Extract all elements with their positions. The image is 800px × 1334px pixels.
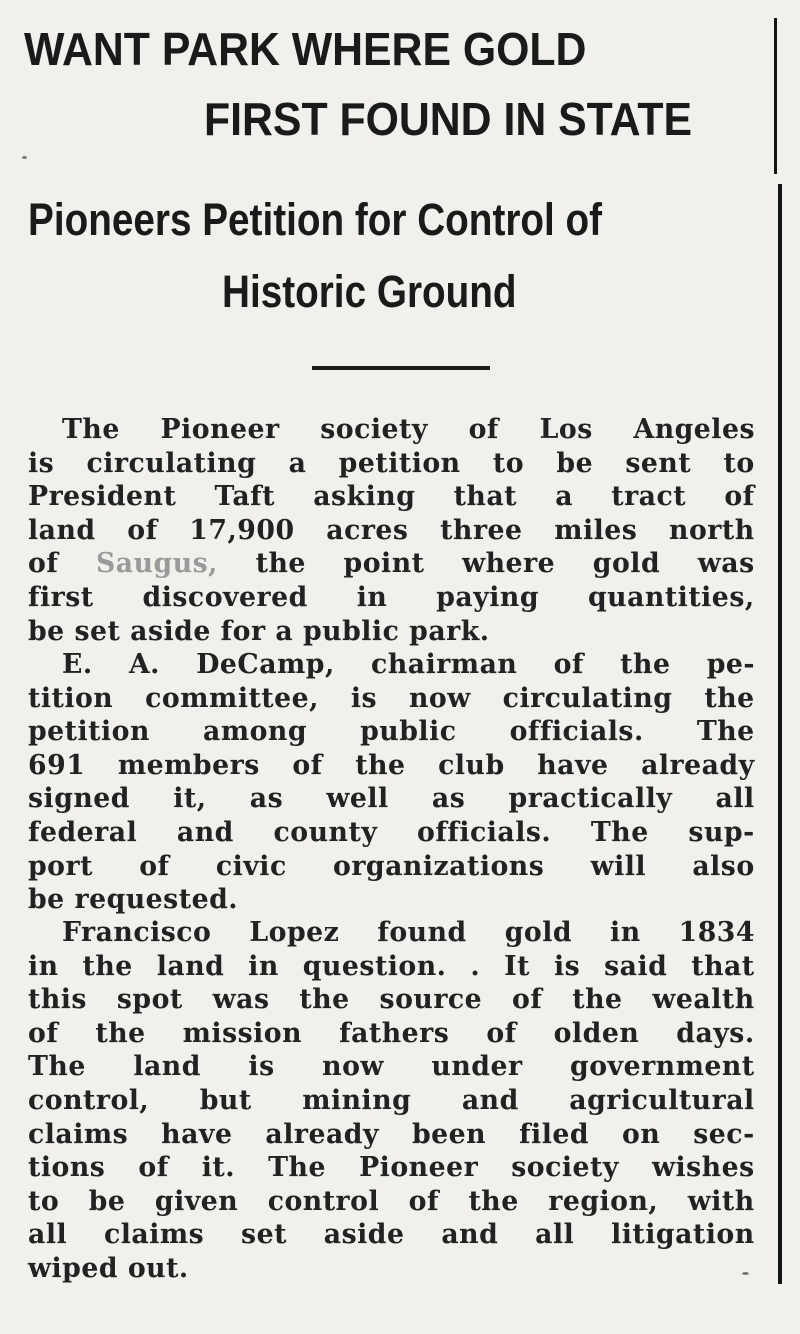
- article-line: The land is now under government: [28, 1051, 755, 1083]
- article-line: claims have already been filed on sec-: [28, 1118, 755, 1150]
- section-divider: [312, 366, 490, 370]
- article-line: wiped out.: [28, 1253, 189, 1284]
- headline-line-2: FIRST FOUND IN STATE: [204, 93, 692, 145]
- headline-line-1: WANT PARK WHERE GOLD: [24, 23, 587, 75]
- article-line: of the mission fathers of olden days.: [28, 1017, 755, 1049]
- article-line: signed it, as well as practically all: [28, 783, 755, 815]
- article-line: be requested.: [28, 884, 239, 916]
- subheadline-line-1: Pioneers Petition for Control of: [28, 194, 603, 245]
- article-line-text: of: [28, 548, 96, 580]
- article-line: first discovered in paying quantities,: [28, 582, 755, 613]
- article-line: land of 17,900 acres three miles north: [28, 514, 755, 546]
- article-line: federal and county officials. The sup-: [28, 817, 755, 848]
- article-line: E. A. DeCamp, chairman of the pe-: [62, 649, 755, 680]
- article-line: [28, 547, 755, 581]
- article-line: in the land in question. . It is said that: [28, 950, 755, 982]
- article-line: 691 members of the club have already: [28, 749, 755, 781]
- article-line: petition among public officials. The: [28, 716, 755, 748]
- article-line: President Taft asking that a tract of: [28, 481, 755, 513]
- subheadline-line-2: Historic Ground: [222, 266, 517, 317]
- article-line: port of civic organizations will also: [28, 850, 755, 882]
- article-line: tition committee, is now circulating the: [28, 682, 755, 714]
- article-line: Francisco Lopez found gold in 1834: [62, 917, 755, 948]
- article-line: be set aside for a public park.: [28, 615, 490, 647]
- column-rule-lower: [778, 184, 782, 1284]
- article-line: all claims set aside and all litigation: [28, 1219, 755, 1251]
- article-line: The Pioneer society of Los Angeles: [62, 414, 755, 445]
- article-line-text: the point where gold was: [217, 548, 755, 580]
- place-name-saugus: Saugus,: [95, 548, 218, 580]
- article-line: to be given control of the region, with: [28, 1185, 755, 1217]
- article-line: tions of it. The Pioneer society wishes: [28, 1152, 755, 1184]
- article-line: this spot was the source of the wealth: [28, 984, 755, 1016]
- article-line: control, but mining and agricultural: [28, 1085, 755, 1116]
- column-rule-upper: [774, 18, 777, 174]
- ink-speck: [742, 1272, 749, 1275]
- ink-speck: [22, 156, 27, 159]
- article-line: is circulating a petition to be sent to: [28, 447, 755, 479]
